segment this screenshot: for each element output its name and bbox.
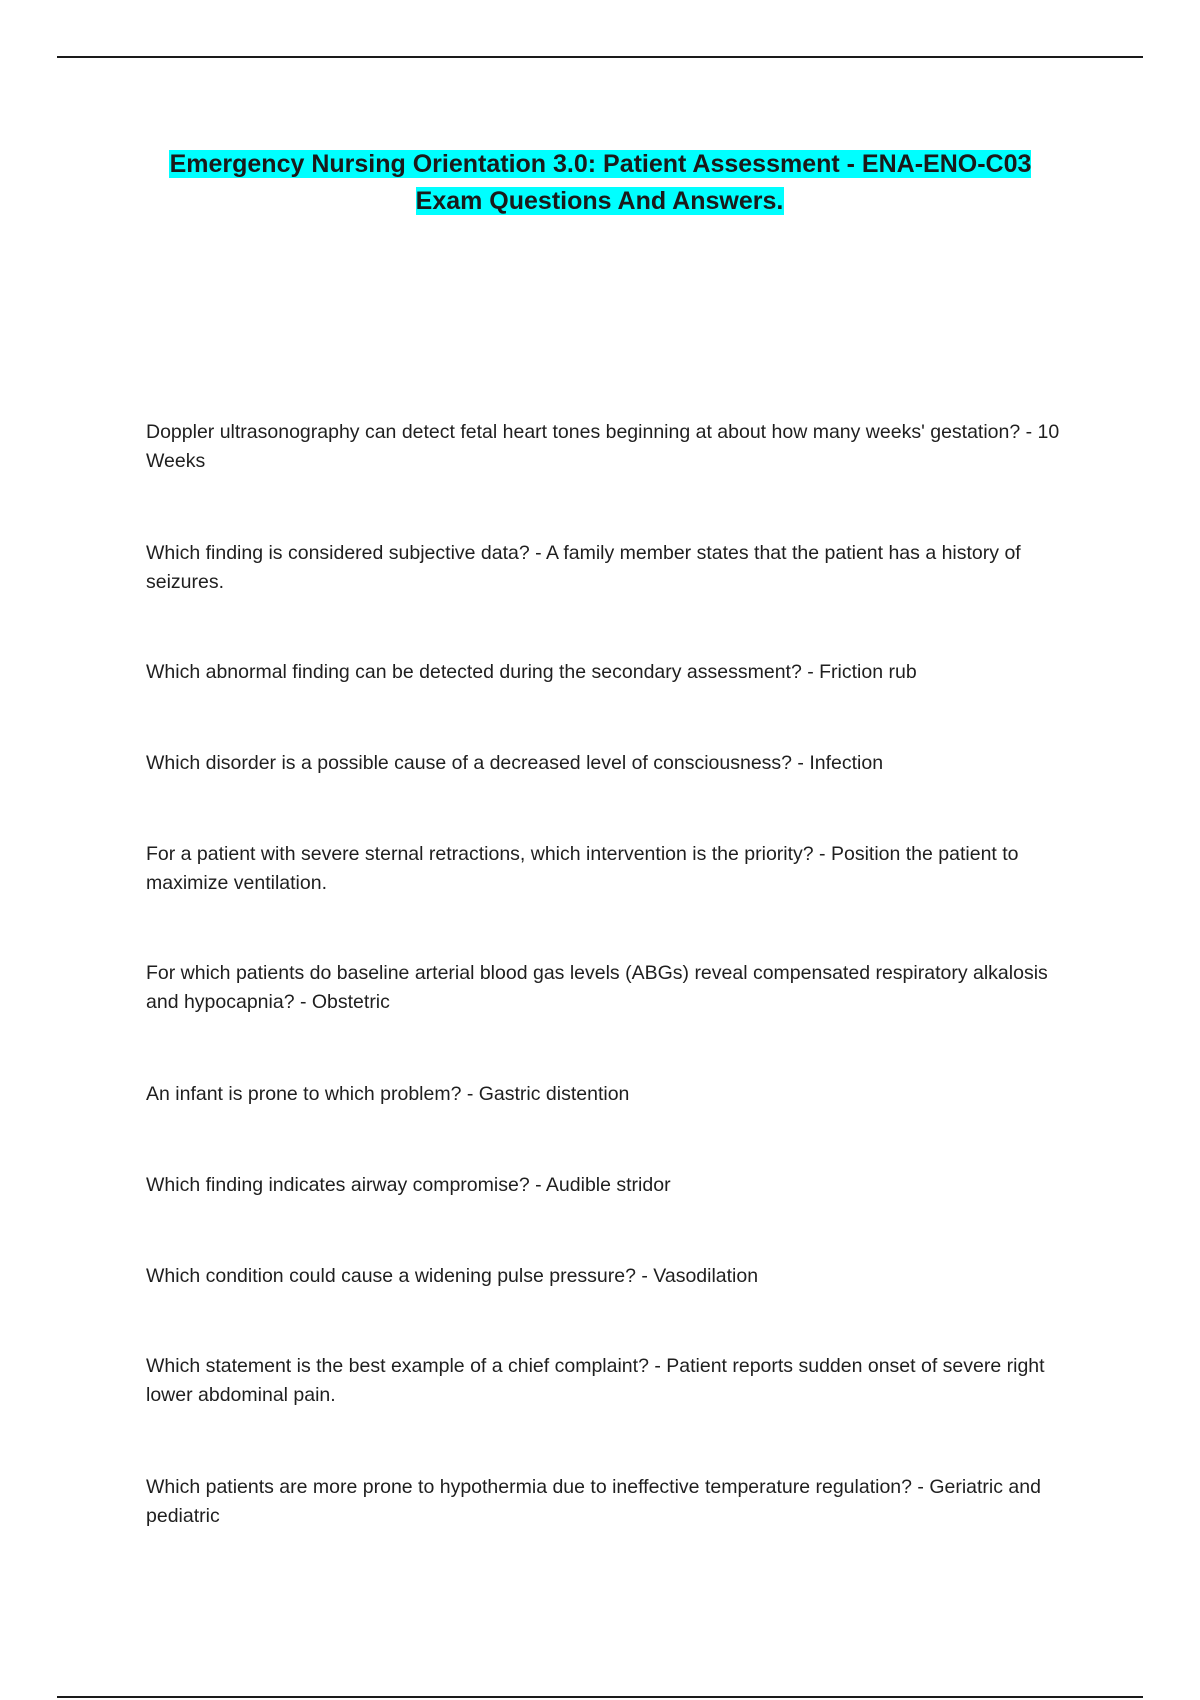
qa-item-10: Which statement is the best example of a chief complaint? - Patient reports sudden onset of severe right lower abdominal pain. <box>146 1355 1045 1406</box>
bottom-rule <box>57 1696 1143 1698</box>
qa-item-3: Which abnormal finding can be detected during the secondary assessment? - Friction rub <box>146 661 917 683</box>
document-title-text: Emergency Nursing Orientation 3.0: Patient Assessment - ENA-ENO-C03 Exam Questions And Answers. <box>169 150 1032 215</box>
qa-item-2: Which finding is considered subjective data? - A family member states that the patient has a history of seizures. <box>146 542 1021 593</box>
qa-item-8: Which finding indicates airway compromise? - Audible stridor <box>146 1174 671 1196</box>
qa-item-4: Which disorder is a possible cause of a decreased level of consciousness? - Infection <box>146 752 884 774</box>
qa-item-7: An infant is prone to which problem? - Gastric distention <box>146 1083 630 1105</box>
qa-item-1: Doppler ultrasonography can detect fetal heart tones beginning at about how many weeks' gestation? - 10 Weeks <box>146 421 1060 472</box>
qa-item-5: For a patient with severe sternal retractions, which intervention is the priority? - Position the patient to maximize ventilation. <box>146 843 1019 894</box>
document-title <box>140 146 1060 220</box>
qa-item-6: For which patients do baseline arterial blood gas levels (ABGs) reveal compensated respiratory alkalosis and hypocapnia? - Obstetric <box>146 962 1048 1013</box>
qa-item-11: Which patients are more prone to hypothermia due to ineffective temperature regulation? - Geriatric and pediatric <box>146 1476 1041 1527</box>
qa-item-9: Which condition could cause a widening pulse pressure? - Vasodilation <box>146 1265 759 1287</box>
top-rule <box>57 56 1143 58</box>
